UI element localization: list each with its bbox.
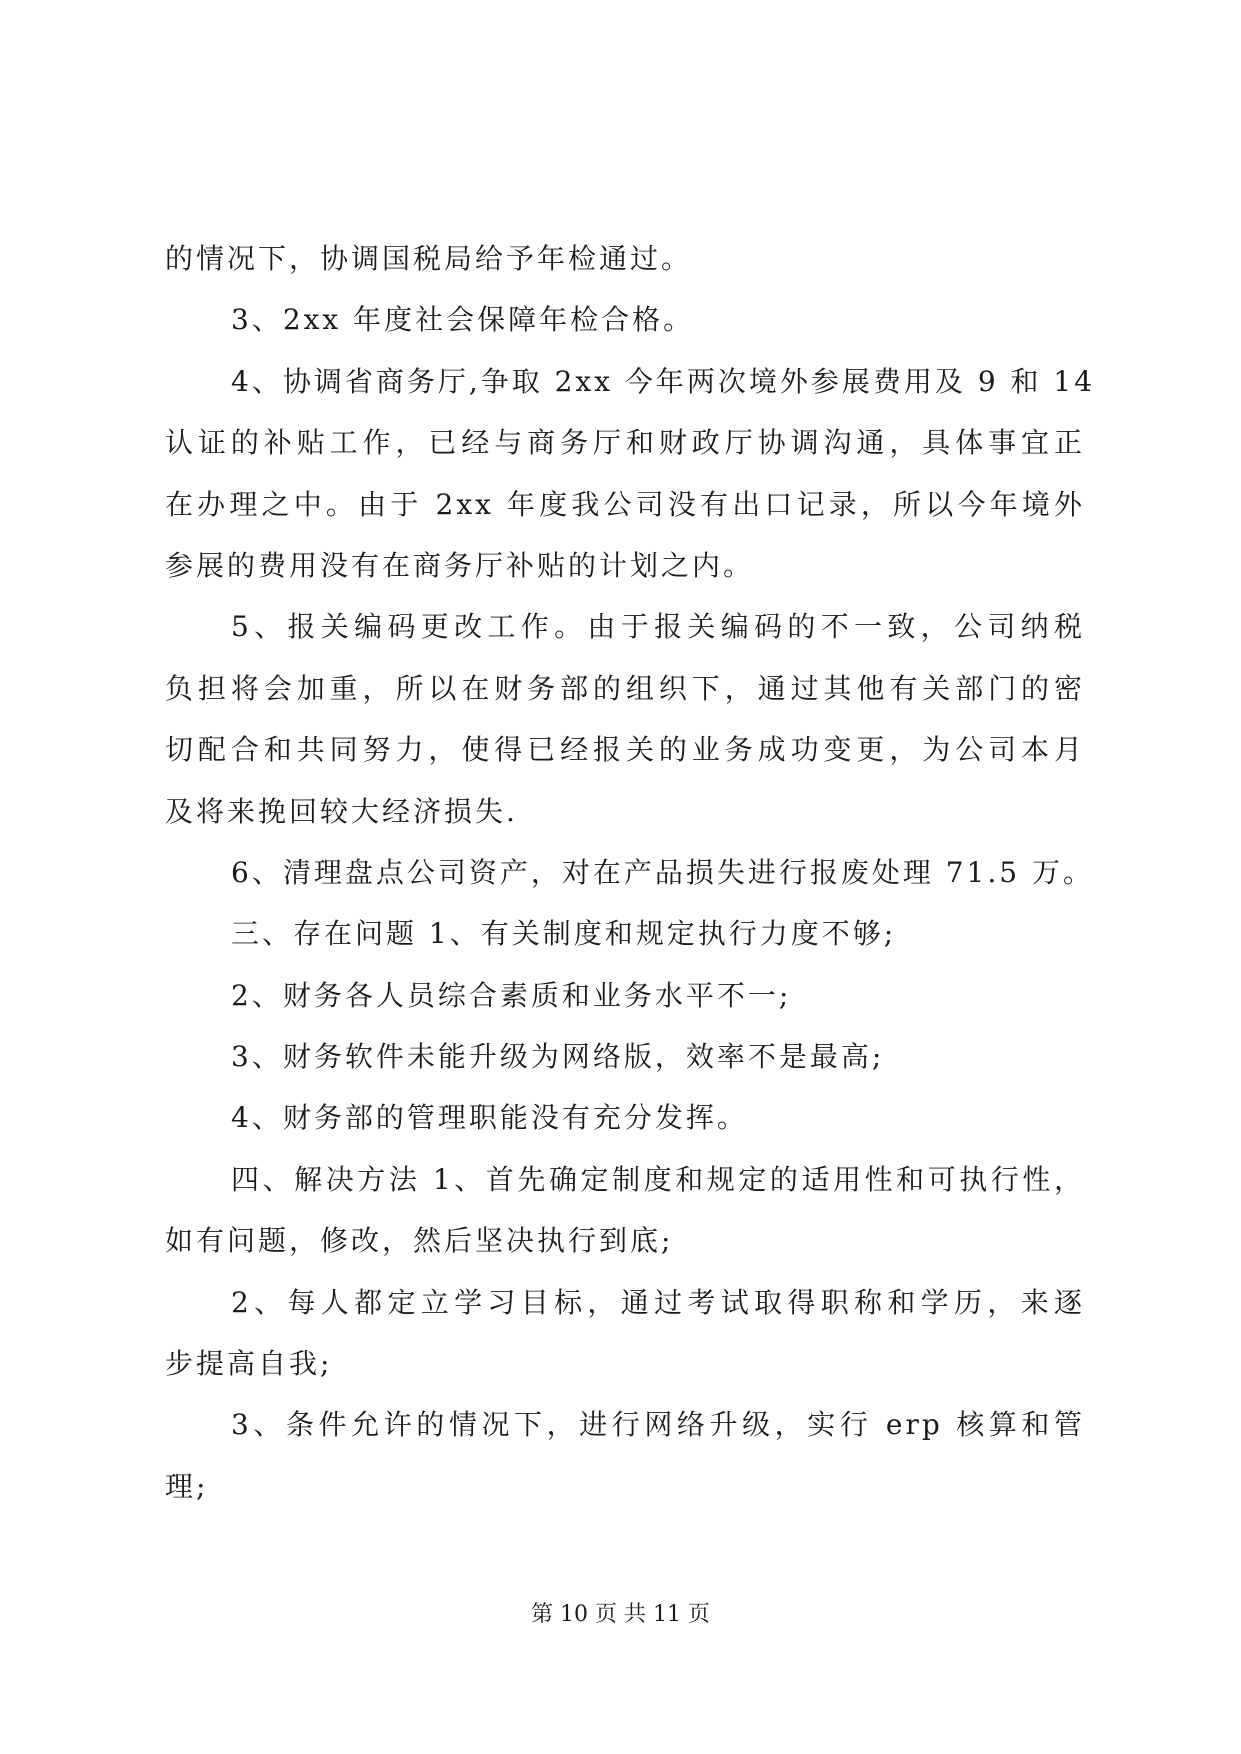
text-line: 3、条件允许的情况下，进行网络升级，实行 erp 核算和管	[231, 1408, 1085, 1442]
text-line: 的情况下，协调国税局给予年检通过。	[165, 242, 693, 275]
text-line: 2、每人都定立学习目标，通过考试取得职称和学历，来逐	[231, 1285, 1085, 1319]
document-body	[165, 228, 1096, 1517]
text-line: 5、报关编码更改工作。由于报关编码的不一致，公司纳税	[231, 610, 1085, 644]
text-line: 3、财务软件未能升级为网络版，效率不是最高;	[231, 1040, 885, 1074]
text-line: 理;	[165, 1469, 209, 1503]
text-line: 如有问题，修改，然后坚决执行到底;	[165, 1224, 674, 1258]
text-line: 6、清理盘点公司资产，对在产品损失进行报废处理 71.5 万。	[231, 855, 1094, 889]
text-line: 认证的补贴工作，已经与商务厅和财政厅协调沟通，具体事宜正	[165, 426, 1085, 460]
text-line: 三、存在问题 1、有关制度和规定执行力度不够;	[231, 917, 897, 951]
text-line: 在办理之中。由于 2xx 年度我公司没有出口记录，所以今年境外	[165, 487, 1085, 521]
text-line: 2、财务各人员综合素质和业务水平不一;	[231, 978, 792, 1012]
text-line: 参展的费用没有在商务厅补贴的计划之内。	[165, 548, 755, 582]
text-line: 四、解决方法 1、首先确定制度和规定的适用性和可执行性，	[231, 1162, 1085, 1196]
text-line: 4、协调省商务厅,争取 2xx 今年两次境外参展费用及 9 和 14	[231, 364, 1096, 398]
text-line: 及将来挽回较大经济损失.	[165, 794, 518, 828]
text-line: 切配合和共同努力，使得已经报关的业务成功变更，为公司本月	[165, 733, 1085, 767]
text-line: 4、财务部的管理职能没有充分发挥。	[231, 1101, 748, 1135]
text-line: 3、2xx 年度社会保障年检合格。	[231, 303, 695, 337]
page-number-footer: 第 10 页 共 11 页	[531, 1602, 710, 1627]
text-line: 负担将会加重，所以在财务部的组织下，通过其他有关部门的密	[165, 671, 1085, 705]
text-line: 步提高自我;	[165, 1347, 333, 1381]
